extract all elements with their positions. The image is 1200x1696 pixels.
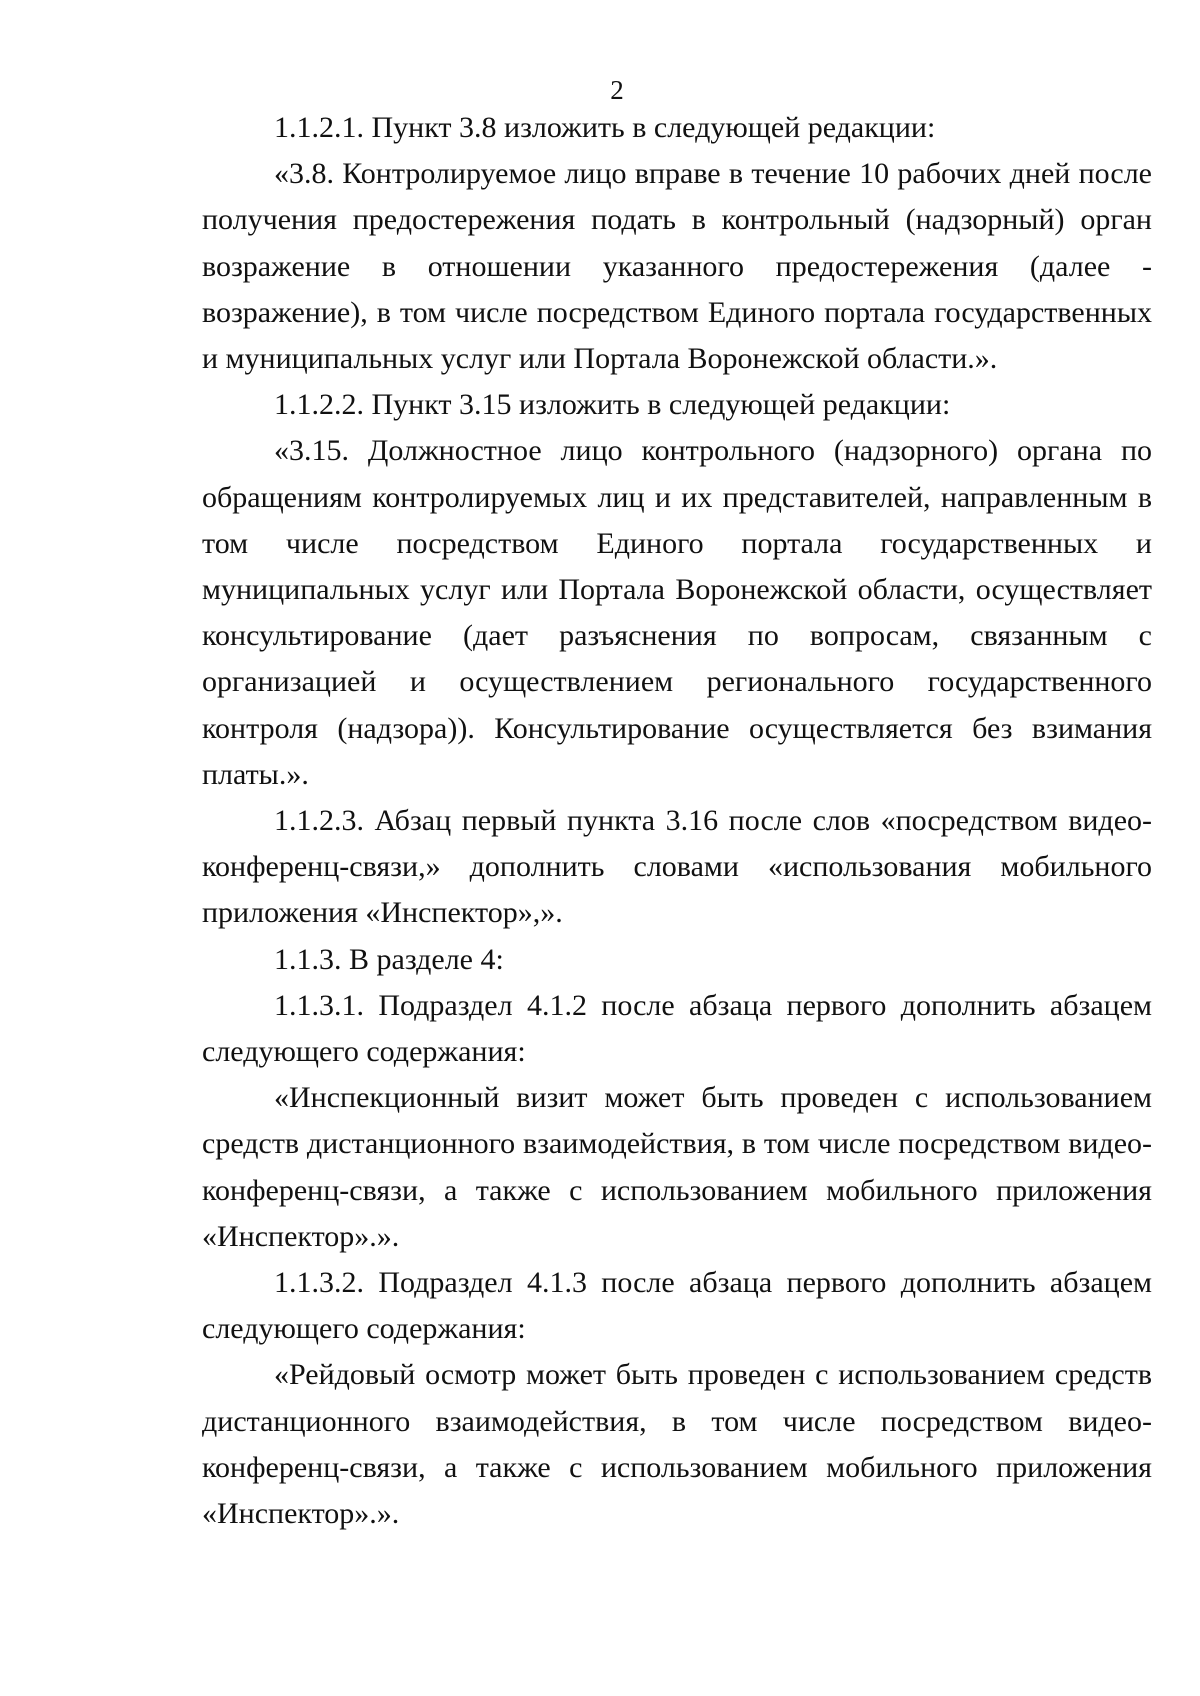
- page-number: 2: [610, 75, 624, 105]
- paragraph-inspection-visit-text: «Инспекционный визит может быть проведен с использованием средств дистанционного взаимодействия, в том числе посредством видео-конференц-связи, а также с использованием мобильного приложения «Инспектор».».: [202, 1081, 1152, 1253]
- paragraph-1-1-2-2-heading: 1.1.2.2. Пункт 3.15 изложить в следующей редакции:: [274, 388, 951, 422]
- paragraph-3-8-text: «3.8. Контролируемое лицо вправе в течение 10 рабочих дней после получения предостережения подать в контрольный (надзорный) орган возражение в отношении указанного предостережения (далее - возражение), в том числе посредством Единого портала государственных и муниципальных услуг или Портала Воронежской области.».: [202, 157, 1152, 376]
- document-body: [202, 105, 1152, 1537]
- paragraph-1-1-3-2: 1.1.3.2. Подраздел 4.1.3 после абзаца первого дополнить абзацем следующего содержания:: [202, 1266, 1152, 1346]
- paragraph-1-1-2-1-heading: 1.1.2.1. Пункт 3.8 изложить в следующей редакции:: [274, 111, 936, 144]
- paragraph-raid-inspection-text: «Рейдовый осмотр может быть проведен с использованием средств дистанционного взаимодействия, в том числе посредством видео-конференц-связи, а также с использованием мобильного приложения «Инспектор».».: [202, 1358, 1152, 1531]
- paragraph-3-15-text: «3.15. Должностное лицо контрольного (надзорного) органа по обращениям контролируемых лиц и их представителей, направленным в том числе посредством Единого портала государственных и муниципальных услуг или Портала Воронежской области, осуществляет консультирование (дает разъяснения по вопросам, связанным с организацией и осуществлением регионального государственного контроля (надзора)). Консультирование осуществляется без взимания платы.».: [202, 434, 1152, 791]
- paragraph-1-1-3-heading: 1.1.3. В разделе 4:: [274, 942, 504, 976]
- paragraph-1-1-3-1: 1.1.3.1. Подраздел 4.1.2 после абзаца первого дополнить абзацем следующего содержания:: [202, 988, 1152, 1069]
- paragraph-1-1-2-3: 1.1.2.3. Абзац первый пункта 3.16 после слов «посредством видео-конференц-связи,» дополнить словами «использования мобильного приложения «Инспектор»,».: [202, 804, 1152, 930]
